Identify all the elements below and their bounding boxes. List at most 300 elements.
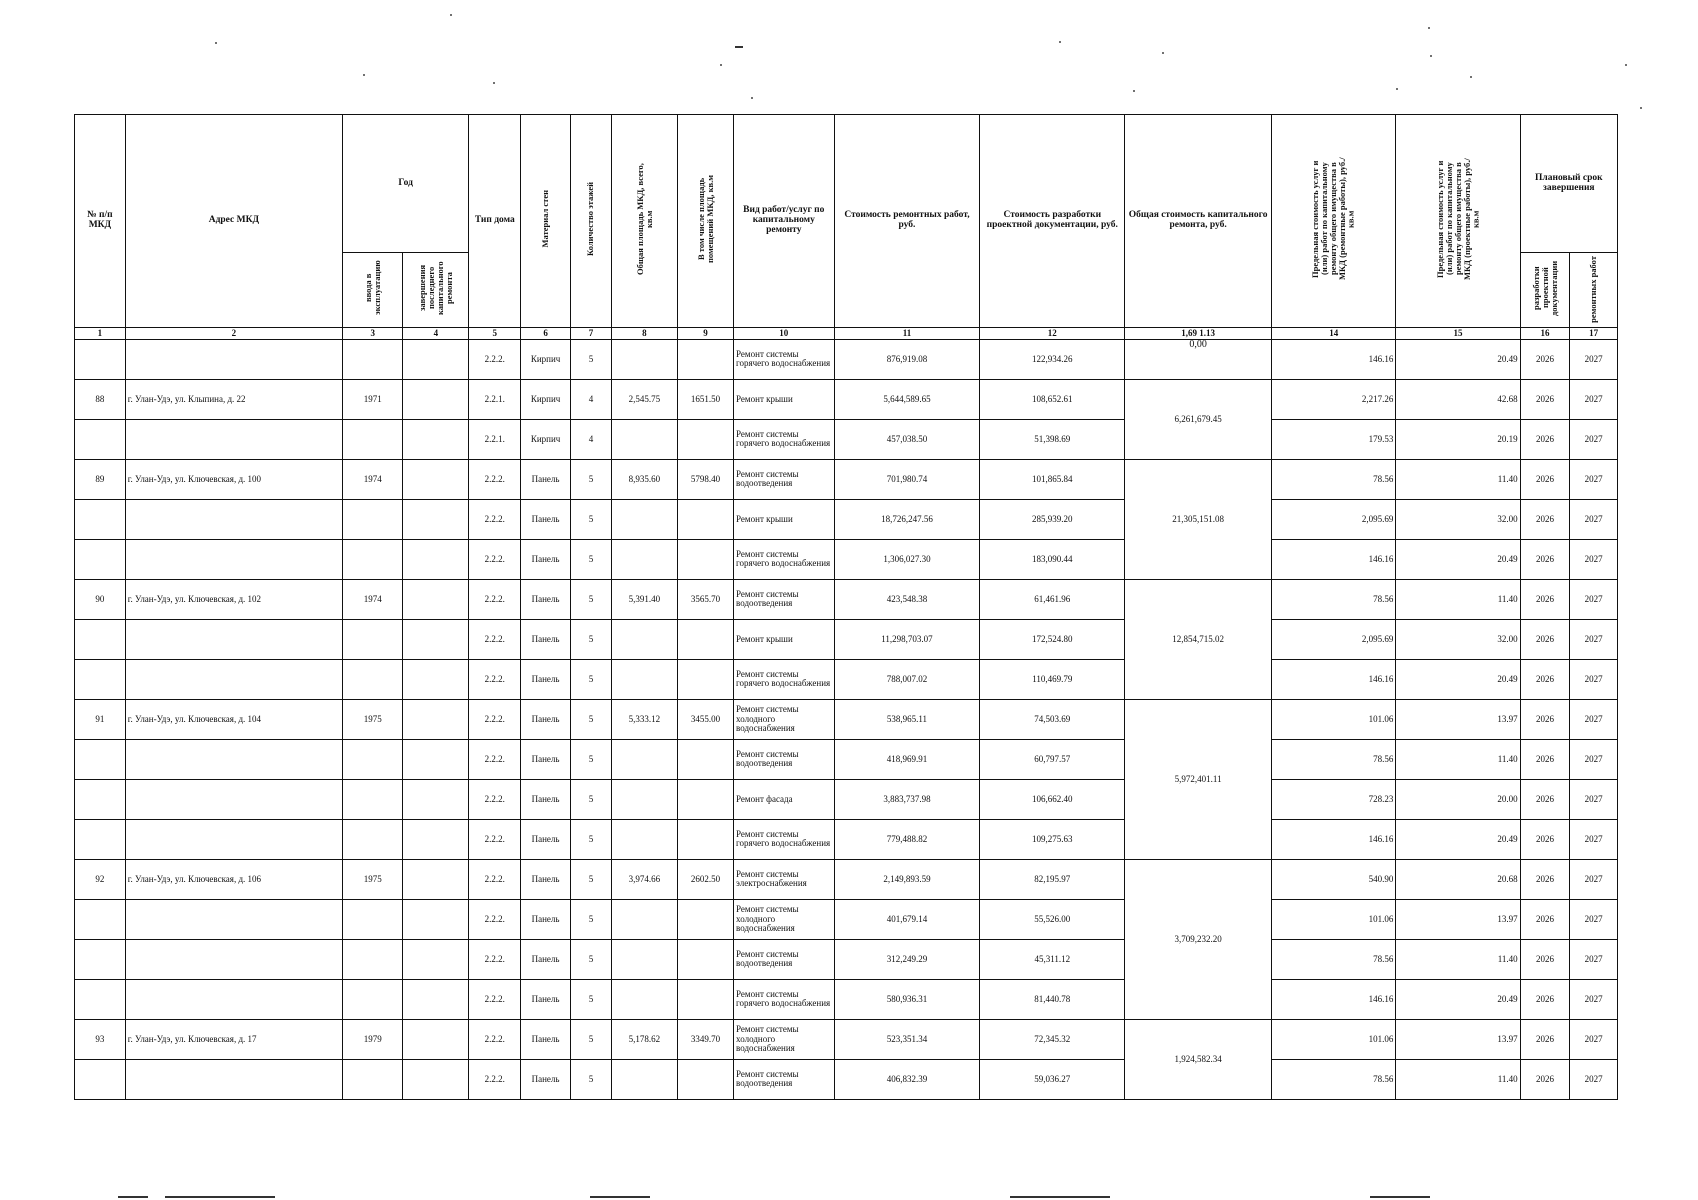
floors-cell: 5 xyxy=(570,1019,611,1059)
wall-material-cell: Панель xyxy=(521,619,571,659)
wall-material-cell: Панель xyxy=(521,459,571,499)
header-limit-repair xyxy=(1272,115,1396,328)
num-cell xyxy=(75,779,126,819)
wall-material-cell: Панель xyxy=(521,779,571,819)
deadline-design-cell: 2026 xyxy=(1520,579,1570,619)
year-commission-cell xyxy=(342,979,403,1019)
house-type-cell: 2.2.2. xyxy=(469,659,521,699)
num-cell xyxy=(75,499,126,539)
year-last-repair-cell xyxy=(403,699,469,739)
year-commission-cell: 1975 xyxy=(342,699,403,739)
num-cell xyxy=(75,939,126,979)
deadline-design-cell: 2026 xyxy=(1520,1059,1570,1099)
repair-cost-cell: 523,351.34 xyxy=(834,1019,980,1059)
header-total-cost: Общая стоимость капитального ремонта, руб. xyxy=(1125,115,1272,328)
floors-cell: 5 xyxy=(570,499,611,539)
limit-design-cell: 20.49 xyxy=(1396,339,1520,379)
header-floors xyxy=(570,115,611,328)
design-cost-cell: 110,469.79 xyxy=(980,659,1125,699)
premises-area-cell xyxy=(677,499,733,539)
num-cell: 93 xyxy=(75,1019,126,1059)
house-type-cell: 2.2.2. xyxy=(469,779,521,819)
limit-design-cell: 11.40 xyxy=(1396,459,1520,499)
repair-program-table xyxy=(74,114,1618,1100)
repair-cost-cell: 423,548.38 xyxy=(834,579,980,619)
house-type-cell: 2.2.2. xyxy=(469,899,521,939)
repair-cost-cell: 580,936.31 xyxy=(834,979,980,1019)
deadline-design-cell: 2026 xyxy=(1520,619,1570,659)
repair-cost-cell: 1,306,027.30 xyxy=(834,539,980,579)
year-last-repair-cell xyxy=(403,739,469,779)
total-cost-cell xyxy=(1125,339,1272,379)
house-type-cell: 2.2.2. xyxy=(469,699,521,739)
floors-cell: 5 xyxy=(570,939,611,979)
wall-material-cell: Панель xyxy=(521,499,571,539)
column-number: 7 xyxy=(570,327,611,339)
limit-repair-cell: 78.56 xyxy=(1272,459,1396,499)
deadline-repair-cell: 2027 xyxy=(1570,659,1618,699)
address-cell xyxy=(125,1059,342,1099)
total-area-cell xyxy=(611,499,677,539)
floors-cell: 5 xyxy=(570,619,611,659)
premises-area-cell xyxy=(677,419,733,459)
total-area-cell xyxy=(611,819,677,859)
repair-cost-cell: 779,488.82 xyxy=(834,819,980,859)
deadline-repair-cell: 2027 xyxy=(1570,499,1618,539)
year-commission-cell xyxy=(342,739,403,779)
deadline-design-cell: 2026 xyxy=(1520,1019,1570,1059)
total-area-cell: 3,974.66 xyxy=(611,859,677,899)
limit-repair-cell: 179.53 xyxy=(1272,419,1396,459)
deadline-design-cell: 2026 xyxy=(1520,979,1570,1019)
header-repair-cost: Стоимость ремонтных работ, руб. xyxy=(834,115,980,328)
limit-repair-cell: 78.56 xyxy=(1272,1059,1396,1099)
table-row xyxy=(75,779,1618,819)
column-number: 14 xyxy=(1272,327,1396,339)
year-last-repair-cell xyxy=(403,459,469,499)
address-cell: г. Улан-Удэ, ул. Клыпина, д. 22 xyxy=(125,379,342,419)
deadline-design-cell: 2026 xyxy=(1520,339,1570,379)
wall-material-cell: Панель xyxy=(521,819,571,859)
deadline-design-cell: 2026 xyxy=(1520,499,1570,539)
limit-repair-cell: 146.16 xyxy=(1272,339,1396,379)
year-commission-cell: 1975 xyxy=(342,859,403,899)
house-type-cell: 2.2.2. xyxy=(469,1059,521,1099)
work-type-cell: Ремонт системы электроснабжения xyxy=(734,859,834,899)
program-register-sheet xyxy=(74,114,1618,1100)
deadline-repair-cell: 2027 xyxy=(1570,619,1618,659)
table-row xyxy=(75,699,1618,739)
house-type-cell: 2.2.1. xyxy=(469,419,521,459)
repair-cost-cell: 11,298,703.07 xyxy=(834,619,980,659)
work-type-cell: Ремонт системы водоотведения xyxy=(734,1059,834,1099)
address-cell xyxy=(125,819,342,859)
work-type-cell: Ремонт системы горячего водоснабжения xyxy=(734,419,834,459)
house-type-cell: 2.2.1. xyxy=(469,379,521,419)
floors-cell: 5 xyxy=(570,1059,611,1099)
limit-repair-cell: 146.16 xyxy=(1272,979,1396,1019)
header-total-area xyxy=(611,115,677,328)
header-limit-design xyxy=(1396,115,1520,328)
work-type-cell: Ремонт системы водоотведения xyxy=(734,939,834,979)
design-cost-cell: 183,090.44 xyxy=(980,539,1125,579)
num-cell xyxy=(75,339,126,379)
address-cell xyxy=(125,619,342,659)
limit-design-cell: 20.49 xyxy=(1396,659,1520,699)
column-number: 11 xyxy=(834,327,980,339)
total-area-cell xyxy=(611,1059,677,1099)
year-last-repair-cell xyxy=(403,859,469,899)
premises-area-cell xyxy=(677,539,733,579)
header-premises-area-text: В том числе площадь помещений МКД, кв.м xyxy=(695,175,715,264)
work-type-cell: Ремонт системы горячего водоснабжения xyxy=(734,659,834,699)
floors-cell: 5 xyxy=(570,699,611,739)
house-type-cell: 2.2.2. xyxy=(469,1019,521,1059)
limit-repair-cell: 78.56 xyxy=(1272,579,1396,619)
wall-material-cell: Панель xyxy=(521,939,571,979)
premises-area-cell xyxy=(677,979,733,1019)
total-area-cell: 8,935.60 xyxy=(611,459,677,499)
work-type-cell: Ремонт системы горячего водоснабжения xyxy=(734,819,834,859)
year-commission-cell xyxy=(342,819,403,859)
house-type-cell: 2.2.2. xyxy=(469,739,521,779)
total-cost-cell: 6,261,679.45 xyxy=(1125,379,1272,459)
year-commission-cell xyxy=(342,419,403,459)
deadline-repair-cell: 2027 xyxy=(1570,339,1618,379)
deadline-repair-cell: 2027 xyxy=(1570,819,1618,859)
limit-design-cell: 32.00 xyxy=(1396,619,1520,659)
work-type-cell: Ремонт системы водоотведения xyxy=(734,739,834,779)
house-type-cell: 2.2.2. xyxy=(469,539,521,579)
repair-cost-cell: 5,644,589.65 xyxy=(834,379,980,419)
work-type-cell: Ремонт системы горячего водоснабжения xyxy=(734,539,834,579)
year-last-repair-cell xyxy=(403,499,469,539)
header-year-commission-text: ввода в эксплуатацию xyxy=(362,260,382,316)
work-type-cell: Ремонт системы горячего водоснабжения xyxy=(734,979,834,1019)
total-cost-cell: 5,972,401.11 xyxy=(1125,699,1272,859)
limit-repair-cell: 78.56 xyxy=(1272,739,1396,779)
column-number: 15 xyxy=(1396,327,1520,339)
floors-cell: 5 xyxy=(570,539,611,579)
floors-cell: 4 xyxy=(570,419,611,459)
house-type-cell: 2.2.2. xyxy=(469,339,521,379)
limit-repair-cell: 101.06 xyxy=(1272,699,1396,739)
limit-design-cell: 32.00 xyxy=(1396,499,1520,539)
limit-design-cell: 13.97 xyxy=(1396,699,1520,739)
total-area-cell xyxy=(611,619,677,659)
limit-design-cell: 20.49 xyxy=(1396,819,1520,859)
address-cell xyxy=(125,539,342,579)
limit-design-cell: 42.68 xyxy=(1396,379,1520,419)
floors-cell: 5 xyxy=(570,579,611,619)
house-type-cell: 2.2.2. xyxy=(469,619,521,659)
floors-cell: 5 xyxy=(570,779,611,819)
num-cell: 89 xyxy=(75,459,126,499)
limit-design-cell: 20.49 xyxy=(1396,979,1520,1019)
num-cell xyxy=(75,1059,126,1099)
wall-material-cell: Панель xyxy=(521,1059,571,1099)
year-last-repair-cell xyxy=(403,339,469,379)
total-cost-cell: 21,305,151.08 xyxy=(1125,459,1272,579)
repair-cost-cell: 18,726,247.56 xyxy=(834,499,980,539)
total-area-cell xyxy=(611,739,677,779)
table-row xyxy=(75,899,1618,939)
year-commission-cell: 1974 xyxy=(342,459,403,499)
address-cell xyxy=(125,739,342,779)
design-cost-cell: 109,275.63 xyxy=(980,819,1125,859)
premises-area-cell: 1651.50 xyxy=(677,379,733,419)
header-deadline: Плановый срок завершения xyxy=(1520,115,1617,253)
design-cost-cell: 51,398.69 xyxy=(980,419,1125,459)
premises-area-cell: 5798.40 xyxy=(677,459,733,499)
total-area-cell: 5,391.40 xyxy=(611,579,677,619)
year-last-repair-cell xyxy=(403,379,469,419)
repair-cost-cell: 876,919.08 xyxy=(834,339,980,379)
table-row xyxy=(75,1059,1618,1099)
column-number: 1 xyxy=(75,327,126,339)
design-cost-cell: 82,195.97 xyxy=(980,859,1125,899)
house-type-cell: 2.2.2. xyxy=(469,819,521,859)
year-commission-cell xyxy=(342,939,403,979)
year-last-repair-cell xyxy=(403,539,469,579)
work-type-cell: Ремонт системы холодного водоснабжения xyxy=(734,899,834,939)
total-area-cell xyxy=(611,939,677,979)
repair-cost-cell: 788,007.02 xyxy=(834,659,980,699)
floors-cell: 5 xyxy=(570,659,611,699)
year-last-repair-cell xyxy=(403,579,469,619)
deadline-repair-cell: 2027 xyxy=(1570,779,1618,819)
floors-cell: 5 xyxy=(570,459,611,499)
premises-area-cell: 3565.70 xyxy=(677,579,733,619)
year-last-repair-cell xyxy=(403,619,469,659)
total-area-cell: 5,333.12 xyxy=(611,699,677,739)
column-number: 4 xyxy=(403,327,469,339)
year-commission-cell: 1974 xyxy=(342,579,403,619)
premises-area-cell xyxy=(677,819,733,859)
limit-design-cell: 20.68 xyxy=(1396,859,1520,899)
year-last-repair-cell xyxy=(403,419,469,459)
column-number: 6 xyxy=(521,327,571,339)
premises-area-cell: 3349.70 xyxy=(677,1019,733,1059)
year-last-repair-cell xyxy=(403,779,469,819)
wall-material-cell: Панель xyxy=(521,899,571,939)
floors-cell: 4 xyxy=(570,379,611,419)
wall-material-cell: Панель xyxy=(521,539,571,579)
year-last-repair-cell xyxy=(403,1059,469,1099)
wall-material-cell: Кирпич xyxy=(521,379,571,419)
floors-cell: 5 xyxy=(570,979,611,1019)
header-deadline-repair-text: ремонтных работ xyxy=(1588,256,1599,323)
header-year-commission xyxy=(342,253,403,328)
deadline-design-cell: 2026 xyxy=(1520,859,1570,899)
limit-repair-cell: 2,217.26 xyxy=(1272,379,1396,419)
column-number: 3 xyxy=(342,327,403,339)
repair-cost-cell: 2,149,893.59 xyxy=(834,859,980,899)
premises-area-cell xyxy=(677,1059,733,1099)
header-design-cost: Стоимость разработки проектной документации, руб. xyxy=(980,115,1125,328)
table-row xyxy=(75,819,1618,859)
year-commission-cell xyxy=(342,539,403,579)
address-cell xyxy=(125,979,342,1019)
table-row xyxy=(75,659,1618,699)
header-deadline-repair xyxy=(1570,253,1618,328)
premises-area-cell xyxy=(677,339,733,379)
total-area-cell xyxy=(611,339,677,379)
deadline-design-cell: 2026 xyxy=(1520,419,1570,459)
wall-material-cell: Панель xyxy=(521,659,571,699)
limit-repair-cell: 146.16 xyxy=(1272,539,1396,579)
deadline-design-cell: 2026 xyxy=(1520,539,1570,579)
deadline-repair-cell: 2027 xyxy=(1570,899,1618,939)
column-number-row xyxy=(75,327,1618,339)
table-row xyxy=(75,419,1618,459)
limit-design-cell: 11.40 xyxy=(1396,1059,1520,1099)
house-type-cell: 2.2.2. xyxy=(469,499,521,539)
wall-material-cell: Панель xyxy=(521,859,571,899)
table-body xyxy=(75,339,1618,1099)
premises-area-cell xyxy=(677,779,733,819)
floors-cell: 5 xyxy=(570,739,611,779)
table-row xyxy=(75,499,1618,539)
design-cost-cell: 61,461.96 xyxy=(980,579,1125,619)
deadline-design-cell: 2026 xyxy=(1520,659,1570,699)
header-year: Год xyxy=(342,115,468,253)
year-last-repair-cell xyxy=(403,819,469,859)
work-type-cell: Ремонт крыши xyxy=(734,619,834,659)
table-row xyxy=(75,1019,1618,1059)
header-floors-text: Количество этажей xyxy=(585,182,596,256)
deadline-repair-cell: 2027 xyxy=(1570,419,1618,459)
table-row xyxy=(75,859,1618,899)
work-type-cell: Ремонт системы водоотведения xyxy=(734,459,834,499)
year-last-repair-cell xyxy=(403,899,469,939)
header-house-type: Тип дома xyxy=(469,115,521,328)
column-13-value: 1,69 xyxy=(1181,327,1198,338)
limit-design-cell: 11.40 xyxy=(1396,579,1520,619)
wall-material-cell: Панель xyxy=(521,979,571,1019)
num-cell: 91 xyxy=(75,699,126,739)
year-commission-cell xyxy=(342,899,403,939)
table-row xyxy=(75,619,1618,659)
repair-cost-cell: 401,679.14 xyxy=(834,899,980,939)
num-cell: 88 xyxy=(75,379,126,419)
address-cell xyxy=(125,899,342,939)
num-cell xyxy=(75,619,126,659)
table-row xyxy=(75,979,1618,1019)
deadline-design-cell: 2026 xyxy=(1520,739,1570,779)
design-cost-cell: 285,939.20 xyxy=(980,499,1125,539)
column-number: 8 xyxy=(611,327,677,339)
address-cell: г. Улан-Удэ, ул. Ключевская, д. 100 xyxy=(125,459,342,499)
year-commission-cell xyxy=(342,339,403,379)
limit-design-cell: 13.97 xyxy=(1396,1019,1520,1059)
limit-design-cell: 11.40 xyxy=(1396,939,1520,979)
limit-design-cell: 11.40 xyxy=(1396,739,1520,779)
limit-repair-cell: 2,095.69 xyxy=(1272,499,1396,539)
address-cell: г. Улан-Удэ, ул. Ключевская, д. 102 xyxy=(125,579,342,619)
deadline-repair-cell: 2027 xyxy=(1570,459,1618,499)
deadline-design-cell: 2026 xyxy=(1520,819,1570,859)
limit-design-cell: 20.49 xyxy=(1396,539,1520,579)
work-type-cell: Ремонт системы холодного водоснабжения xyxy=(734,1019,834,1059)
year-commission-cell xyxy=(342,659,403,699)
work-type-cell: Ремонт системы холодного водоснабжения xyxy=(734,699,834,739)
design-cost-cell: 122,934.26 xyxy=(980,339,1125,379)
header-year-last-repair-text: завершения последнего капитального ремонта xyxy=(417,261,454,315)
num-cell xyxy=(75,739,126,779)
num-cell xyxy=(75,979,126,1019)
deadline-repair-cell: 2027 xyxy=(1570,1019,1618,1059)
column-13-suffix: 1.13 xyxy=(1199,327,1216,338)
design-cost-cell: 45,311.12 xyxy=(980,939,1125,979)
floors-cell: 5 xyxy=(570,339,611,379)
table-row xyxy=(75,939,1618,979)
year-commission-cell xyxy=(342,1059,403,1099)
premises-area-cell xyxy=(677,659,733,699)
limit-repair-cell: 101.06 xyxy=(1272,899,1396,939)
repair-cost-cell: 418,969.91 xyxy=(834,739,980,779)
total-area-cell xyxy=(611,779,677,819)
header-deadline-design-text: разработки проектной документации xyxy=(1530,260,1559,316)
deadline-repair-cell: 2027 xyxy=(1570,1059,1618,1099)
deadline-design-cell: 2026 xyxy=(1520,779,1570,819)
design-cost-cell: 106,662.40 xyxy=(980,779,1125,819)
wall-material-cell: Кирпич xyxy=(521,339,571,379)
total-area-cell xyxy=(611,539,677,579)
header-num: № п/п МКД xyxy=(75,115,126,328)
table-row xyxy=(75,539,1618,579)
table-row xyxy=(75,459,1618,499)
table-row xyxy=(75,379,1618,419)
wall-material-cell: Кирпич xyxy=(521,419,571,459)
column-number: 12 xyxy=(980,327,1125,339)
premises-area-cell: 2602.50 xyxy=(677,859,733,899)
repair-cost-cell: 457,038.50 xyxy=(834,419,980,459)
table-row xyxy=(75,339,1618,379)
wall-material-cell: Панель xyxy=(521,699,571,739)
total-area-cell xyxy=(611,419,677,459)
num-cell xyxy=(75,539,126,579)
header-total-area-text: Общая площадь МКД, всего, кв.м xyxy=(634,163,654,275)
total-area-cell xyxy=(611,899,677,939)
deadline-design-cell: 2026 xyxy=(1520,699,1570,739)
num-cell: 92 xyxy=(75,859,126,899)
wall-material-cell: Панель xyxy=(521,739,571,779)
num-cell xyxy=(75,819,126,859)
repair-cost-cell: 3,883,737.98 xyxy=(834,779,980,819)
year-commission-cell: 1979 xyxy=(342,1019,403,1059)
deadline-repair-cell: 2027 xyxy=(1570,699,1618,739)
work-type-cell: Ремонт крыши xyxy=(734,379,834,419)
design-cost-cell: 72,345.32 xyxy=(980,1019,1125,1059)
repair-cost-cell: 406,832.39 xyxy=(834,1059,980,1099)
floors-cell: 5 xyxy=(570,819,611,859)
floors-cell: 5 xyxy=(570,899,611,939)
work-type-cell: Ремонт системы горячего водоснабжения xyxy=(734,339,834,379)
limit-repair-cell: 101.06 xyxy=(1272,1019,1396,1059)
limit-repair-cell: 146.16 xyxy=(1272,659,1396,699)
design-cost-cell: 81,440.78 xyxy=(980,979,1125,1019)
num-cell xyxy=(75,899,126,939)
column-number: 2 xyxy=(125,327,342,339)
total-area-cell: 5,178.62 xyxy=(611,1019,677,1059)
premises-area-cell xyxy=(677,619,733,659)
deadline-design-cell: 2026 xyxy=(1520,899,1570,939)
header-premises-area xyxy=(677,115,733,328)
deadline-design-cell: 2026 xyxy=(1520,939,1570,979)
column-number-13 xyxy=(1125,327,1272,339)
table-row xyxy=(75,579,1618,619)
